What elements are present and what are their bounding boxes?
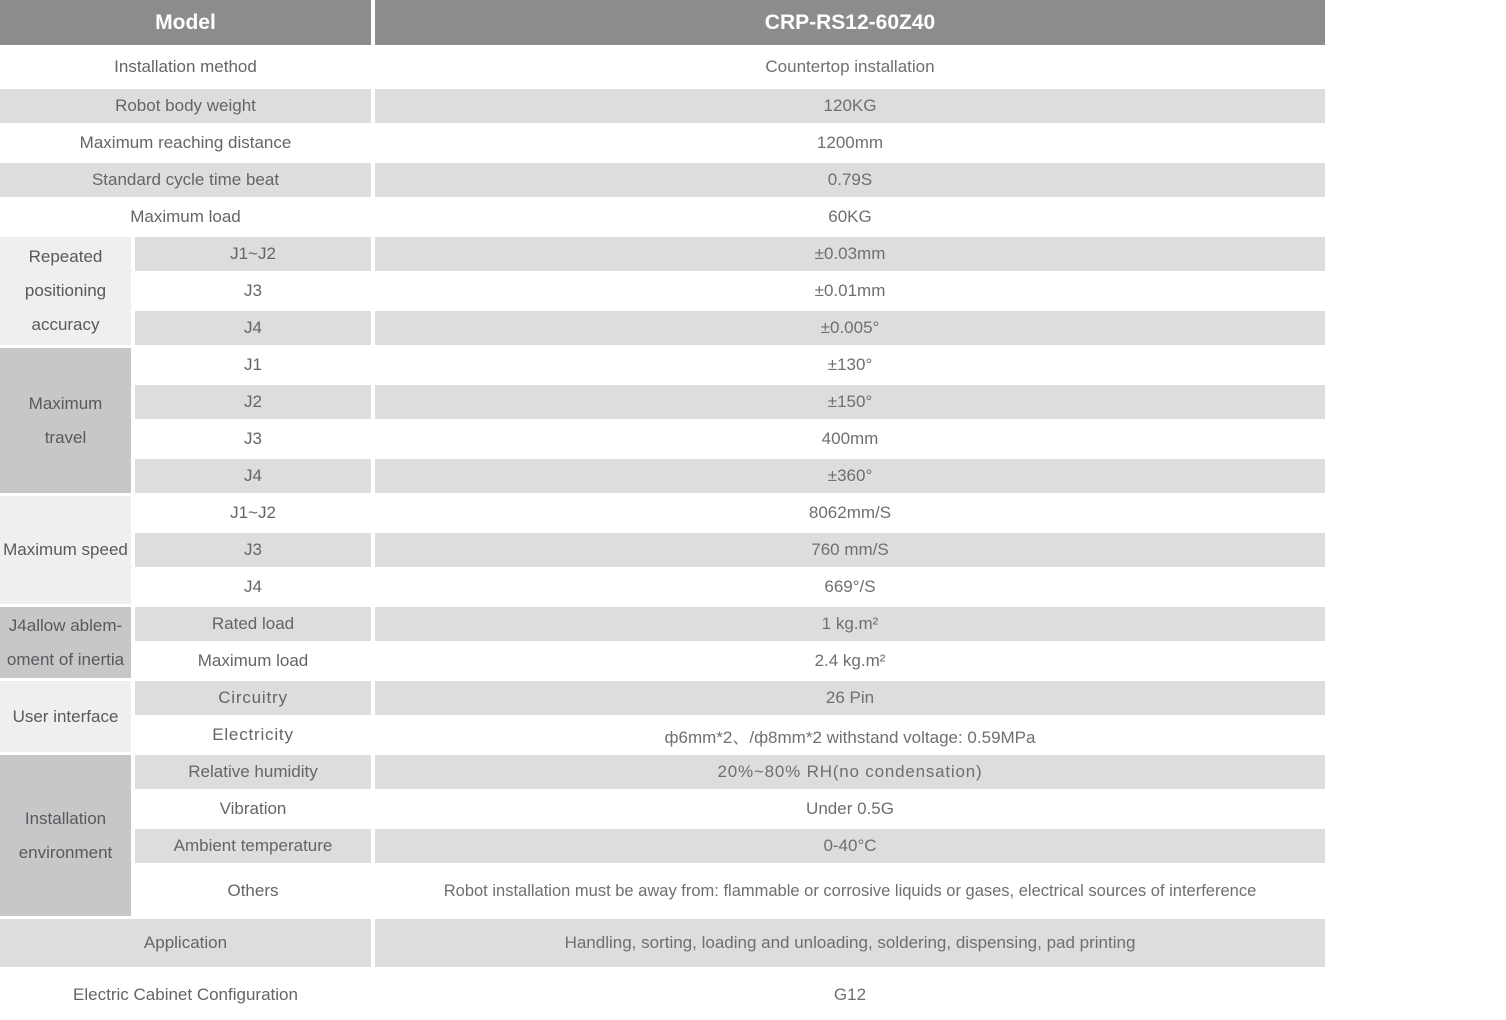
group-label-line: Maximum	[28, 393, 103, 413]
value-vibration: Under 0.5G	[806, 799, 894, 818]
label-standard-cycle-time-beat: Standard cycle time beat	[0, 163, 371, 197]
group-label-line: environment	[18, 842, 113, 862]
label-speed-j1-j2: J1~J2	[230, 503, 276, 522]
value-speed-j4: 669°/S	[824, 577, 876, 596]
group-label-line: travel	[44, 427, 87, 447]
value-maximum-reaching-distance: 1200mm	[816, 133, 884, 152]
value-ambient-temperature: 0-40°C	[375, 829, 1325, 863]
value-robot-body-weight: 120KG	[375, 89, 1325, 123]
group-maximum-travel	[0, 348, 131, 493]
label-maximum-load: Maximum load	[130, 207, 241, 226]
label-others: Others	[227, 881, 279, 900]
value-others: Robot installation must be away from: flammable or corrosive liquids or gases, electrical sources of interference	[443, 881, 1257, 900]
label-electricity: Electricity	[212, 725, 294, 744]
label-circuitry: Circuitry	[135, 681, 371, 715]
value-inertia-maximum-load: 2.4 kg.m²	[814, 651, 886, 670]
header-model-value-cell	[375, 0, 1325, 45]
label-speed-j3: J3	[135, 533, 371, 567]
header-model-cell	[0, 0, 371, 45]
value-circuitry: 26 Pin	[375, 681, 1325, 715]
value-travel-j1: ±130°	[827, 355, 873, 374]
label-maximum-reaching-distance: Maximum reaching distance	[79, 133, 292, 152]
group-label-line: positioning	[24, 281, 107, 300]
label-installation-method: Installation method	[114, 57, 257, 76]
label-robot-body-weight: Robot body weight	[0, 89, 371, 123]
label-travel-j2: J2	[135, 385, 371, 419]
label-travel-j3: J3	[244, 429, 262, 448]
label-inertia-maximum-load: Maximum load	[197, 651, 309, 670]
value-accuracy-j3: ±0.01mm	[814, 281, 886, 300]
group-user-interface	[0, 681, 131, 752]
value-travel-j2: ±150°	[375, 385, 1325, 419]
value-accuracy-j1-j2: ±0.03mm	[375, 237, 1325, 271]
label-accuracy-j4: J4	[135, 311, 371, 345]
group-j4-allowable-moment-of-inertia	[0, 607, 131, 678]
value-electric-cabinet-configuration: G12	[833, 985, 867, 1004]
value-speed-j3: 760 mm/S	[375, 533, 1325, 567]
value-travel-j3: 400mm	[821, 429, 879, 448]
value-inertia-rated-load: 1 kg.m²	[375, 607, 1325, 641]
value-installation-method: Countertop installation	[765, 57, 935, 76]
group-label-line: Installation	[24, 808, 107, 828]
label-accuracy-j1-j2: J1~J2	[135, 237, 371, 271]
group-label-line: oment of inertia	[6, 649, 125, 669]
value-application: Handling, sorting, loading and unloading, soldering, dispensing, pad printing	[375, 919, 1325, 967]
label-travel-j1: J1	[244, 355, 262, 374]
label-relative-humidity: Relative humidity	[135, 755, 371, 789]
value-electricity: ф6mm*2、/ф8mm*2 withstand voltage: 0.59MPa	[664, 727, 1036, 747]
header-model-value: CRP-RS12-60Z40	[764, 10, 936, 34]
value-accuracy-j4: ±0.005°	[375, 311, 1325, 345]
label-speed-j4: J4	[244, 577, 262, 596]
label-electric-cabinet-configuration: Electric Cabinet Configuration	[73, 985, 298, 1004]
label-travel-j4: J4	[135, 459, 371, 493]
group-maximum-speed	[0, 496, 131, 604]
group-label-line: User interface	[12, 706, 119, 726]
group-label-line: Maximum speed	[3, 540, 128, 559]
group-installation-environment	[0, 755, 131, 916]
group-label-line: accuracy	[31, 315, 100, 334]
label-accuracy-j3: J3	[244, 281, 262, 300]
value-standard-cycle-time-beat: 0.79S	[375, 163, 1325, 197]
value-speed-j1-j2: 8062mm/S	[808, 503, 892, 522]
group-label-line: J4allow ablem-	[8, 615, 123, 635]
header-model-label: Model	[155, 10, 216, 34]
group-label-line: Repeated	[28, 247, 103, 266]
label-ambient-temperature: Ambient temperature	[135, 829, 371, 863]
label-application: Application	[0, 919, 371, 967]
value-travel-j4: ±360°	[375, 459, 1325, 493]
value-maximum-load: 60KG	[828, 207, 872, 226]
group-repeated-positioning-accuracy	[0, 237, 131, 345]
value-relative-humidity: 20%~80% RH(no condensation)	[375, 755, 1325, 789]
label-inertia-rated-load: Rated load	[135, 607, 371, 641]
label-vibration: Vibration	[219, 799, 287, 818]
